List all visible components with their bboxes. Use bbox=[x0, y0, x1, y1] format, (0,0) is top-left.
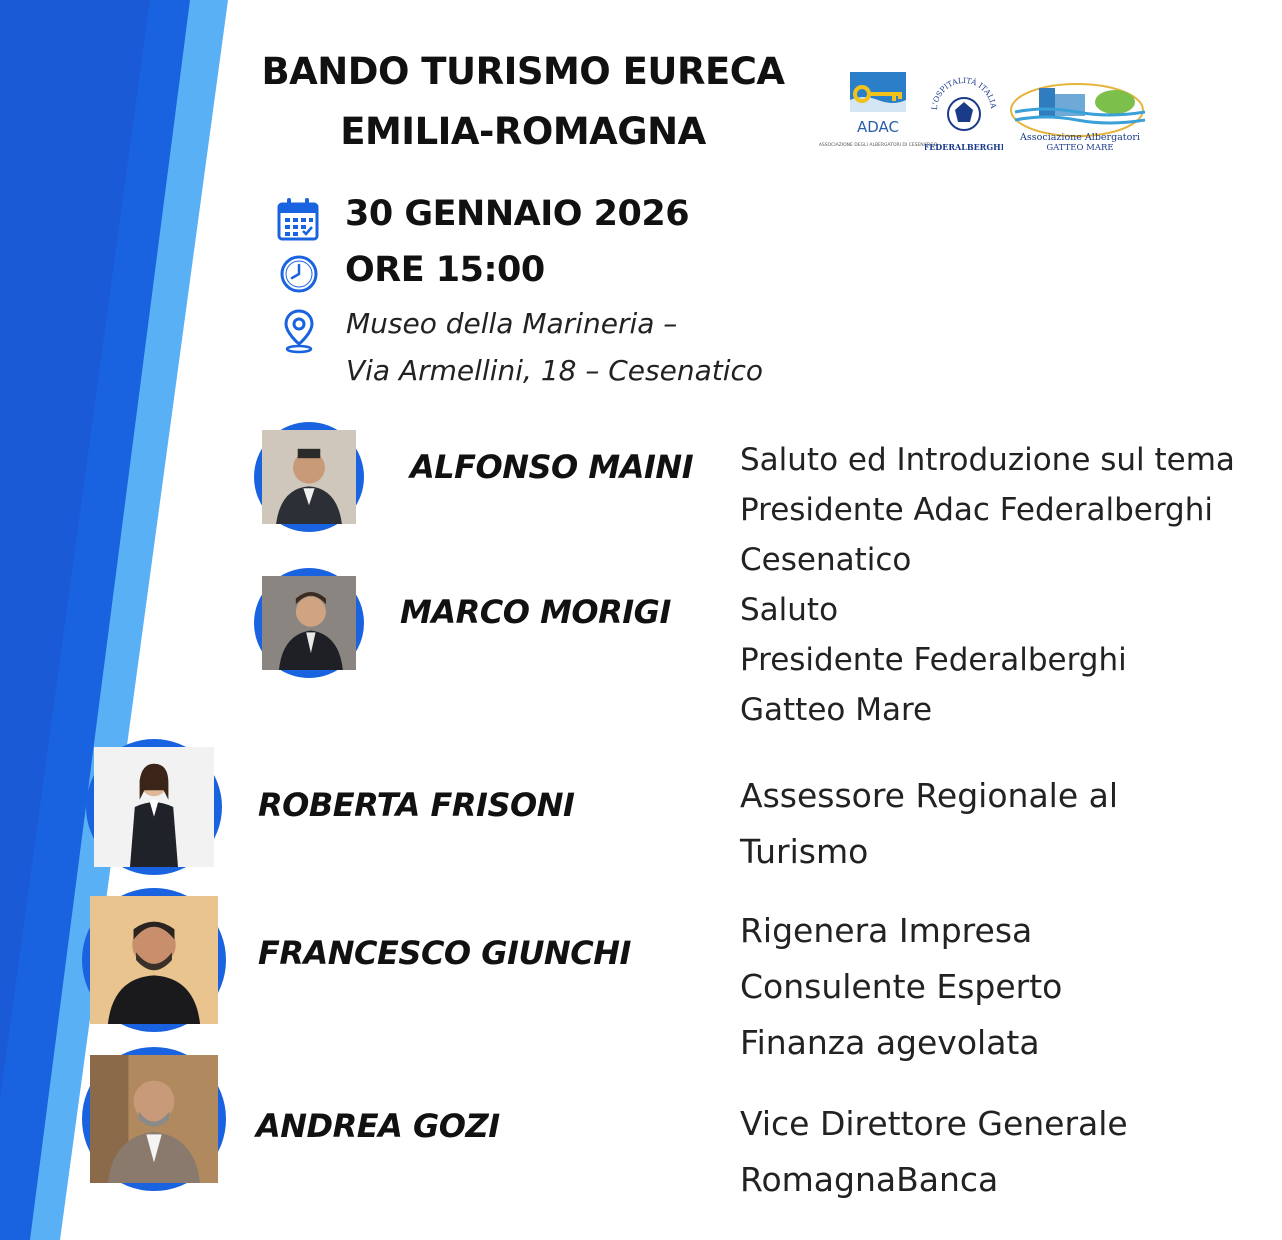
location-pin-icon bbox=[283, 308, 315, 354]
speaker-role-line: RomagnaBanca bbox=[740, 1160, 999, 1199]
speaker-role bbox=[740, 903, 1062, 1071]
speaker-role bbox=[740, 1096, 1128, 1208]
speaker-role-line: Rigenera Impresa bbox=[740, 911, 1033, 950]
federalberghi-logo-text: FEDERALBERGHI bbox=[925, 142, 1003, 152]
adac-logo-subtext: ASSOCIAZIONE DEGLI ALBERGATORI DI CESENATICO bbox=[818, 143, 938, 148]
speaker-name: ANDREA GOZI bbox=[256, 1107, 500, 1145]
venue-line1: Museo della Marineria – bbox=[346, 307, 678, 340]
speaker-photo-alfonso-maini bbox=[254, 422, 364, 532]
speaker-role bbox=[740, 768, 1118, 880]
speaker-name: FRANCESCO GIUNCHI bbox=[258, 934, 631, 972]
federalberghi-logo bbox=[925, 70, 1003, 155]
speaker-role-line: Gatteo Mare bbox=[740, 692, 933, 728]
speaker-photo-francesco-giunchi bbox=[82, 888, 226, 1032]
speaker-role-line: Consulente Esperto bbox=[740, 967, 1063, 1006]
federalberghi-ring-text: L'OSPITALITÀ ITALIA bbox=[929, 75, 999, 111]
adac-logo bbox=[818, 70, 938, 165]
speaker-photo-andrea-gozi bbox=[82, 1047, 226, 1191]
speaker-role bbox=[740, 585, 1127, 735]
speaker-role-line: Presidente Adac Federalberghi bbox=[740, 492, 1213, 528]
speaker-role-line: Cesenatico bbox=[740, 542, 912, 578]
speaker-role-line: Assessore Regionale al bbox=[740, 776, 1119, 815]
event-time: ORE 15:00 bbox=[345, 250, 545, 290]
speaker-role-line: Saluto ed Introduzione sul tema bbox=[740, 442, 1235, 478]
adac-logo-text: ADAC bbox=[856, 118, 900, 136]
speaker-role-line: Vice Direttore Generale bbox=[740, 1104, 1128, 1143]
gatteo-mare-logo bbox=[1005, 68, 1155, 158]
venue-line2: Via Armellini, 18 – Cesenatico bbox=[346, 354, 764, 387]
speaker-photo-marco-morigi bbox=[254, 568, 364, 678]
speaker-name: MARCO MORIGI bbox=[400, 593, 671, 631]
event-date: 30 GENNAIO 2026 bbox=[345, 194, 690, 234]
speaker-role-line: Presidente Federalberghi bbox=[740, 642, 1127, 678]
calendar-icon bbox=[276, 196, 320, 242]
gatteo-logo-line1: Associazione Albergatori bbox=[1020, 132, 1140, 143]
speaker-role-line: Turismo bbox=[740, 832, 869, 871]
speaker-name: ROBERTA FRISONI bbox=[258, 786, 575, 824]
event-title-line1: BANDO TURISMO EURECA bbox=[261, 50, 785, 93]
speaker-photo-roberta-frisoni bbox=[86, 739, 222, 875]
speaker-role bbox=[740, 435, 1235, 585]
event-title-line2: EMILIA-ROMAGNA bbox=[340, 110, 706, 153]
speaker-role-line: Saluto bbox=[740, 592, 839, 628]
speaker-name: ALFONSO MAINI bbox=[410, 448, 694, 486]
gatteo-logo-line2: GATTEO MARE bbox=[1046, 143, 1114, 153]
speaker-role-line: Finanza agevolata bbox=[740, 1023, 1040, 1062]
clock-icon bbox=[279, 254, 319, 294]
